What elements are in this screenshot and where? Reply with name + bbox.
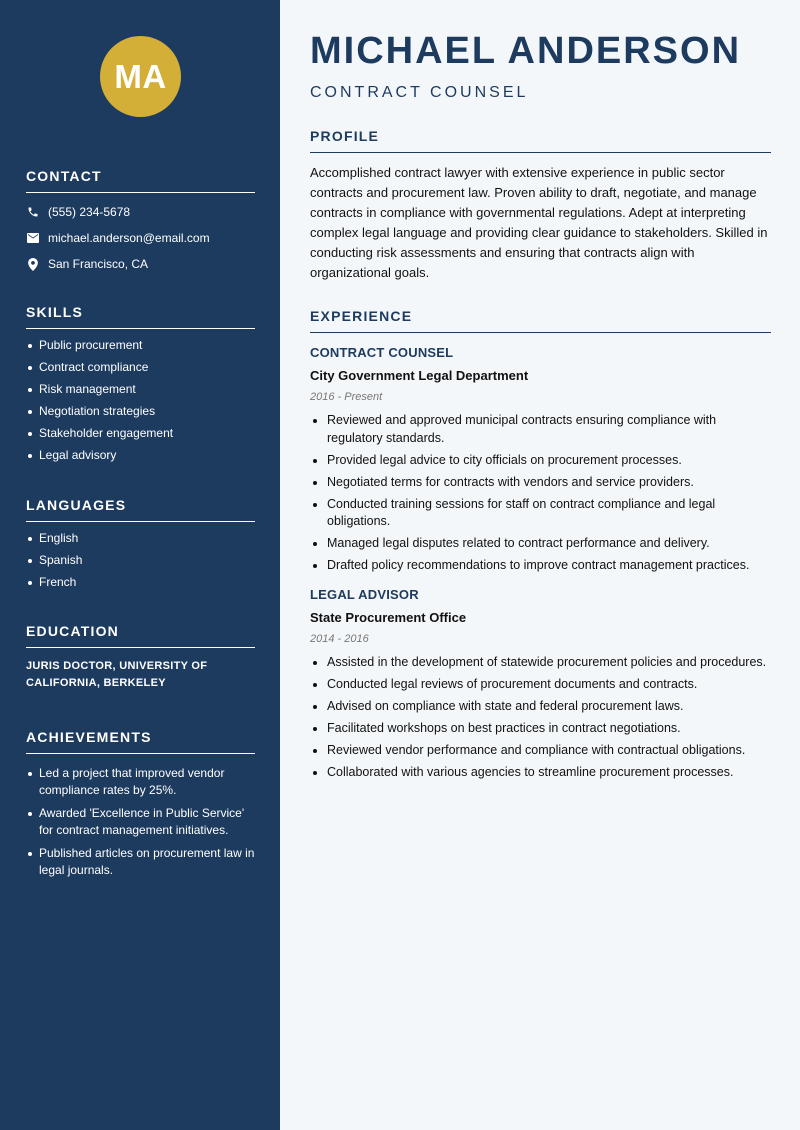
education-degree: JURIS DOCTOR, UNIVERSITY OF CALIFORNIA, BERKELEY — [26, 660, 208, 689]
contact-email[interactable] — [26, 225, 255, 251]
profile-section — [310, 128, 771, 283]
envelope-icon — [26, 232, 39, 245]
experience-section — [310, 308, 771, 786]
duty-item: Negotiated terms for contracts with vendors and service providers. — [310, 474, 771, 492]
achievements-heading: ACHIEVEMENTS — [26, 729, 255, 754]
duty-item: Collaborated with various agencies to streamline procurement processes. — [310, 764, 771, 782]
profile-text: Accomplished contract lawyer with extensive experience in public sector contracts and procurement law. Proven ability to draft, negotiate, and manage contracts in compliance with governmental regulations. Adept at interpreting complex legal language and providing clear guidance to stakeholders. Skilled in conducting risk assessments and ensuring that contracts align with organizational goals. — [310, 165, 768, 280]
job-duties — [310, 412, 771, 575]
job-organization: State Procurement Office — [310, 609, 467, 625]
phone-text: (555) 234-5678 — [48, 205, 131, 219]
skills-section — [26, 304, 255, 469]
duty-item: Assisted in the development of statewide procurement policies and procedures. — [310, 654, 771, 672]
duty-item: Managed legal disputes related to contract performance and delivery. — [310, 535, 771, 553]
phone-icon — [26, 206, 39, 219]
skill-item: Risk management — [26, 381, 255, 398]
skills-heading: SKILLS — [26, 304, 255, 329]
job-duties — [310, 654, 771, 782]
language-item: Spanish — [26, 552, 255, 569]
duty-item: Provided legal advice to city officials on procurement processes. — [310, 452, 771, 470]
duty-item: Conducted legal reviews of procurement documents and contracts. — [310, 676, 771, 694]
job-organization: City Government Legal Department — [310, 368, 529, 383]
achievements-list — [26, 765, 255, 879]
email-text: michael.anderson@email.com — [48, 231, 210, 245]
skill-item: Contract compliance — [26, 359, 255, 376]
contact-heading: CONTACT — [26, 168, 255, 193]
duty-item: Conducted training sessions for staff on contract compliance and legal obligations. — [310, 496, 771, 531]
job-dates: 2016 - Present — [310, 391, 383, 403]
contact-location — [26, 251, 255, 277]
duty-item: Reviewed and approved municipal contracts ensuring compliance with regulatory standards. — [310, 412, 771, 447]
achievement-item: Led a project that improved vendor compliance rates by 25%. — [26, 765, 255, 799]
skill-item: Negotiation strategies — [26, 403, 255, 420]
duty-item: Drafted policy recommendations to improve contract management practices. — [310, 557, 771, 575]
duty-item: Advised on compliance with state and federal procurement laws. — [310, 698, 771, 716]
skill-item: Public procurement — [26, 337, 255, 354]
language-item: English — [26, 530, 255, 547]
duty-item: Reviewed vendor performance and compliance with contractual obligations. — [310, 742, 771, 760]
languages-section — [26, 497, 255, 596]
profile-heading: PROFILE — [310, 128, 771, 153]
candidate-role: CONTRACT COUNSEL — [310, 84, 529, 101]
sidebar — [0, 0, 280, 1130]
candidate-name: MICHAEL ANDERSON — [310, 30, 742, 72]
job-title: CONTRACT COUNSEL — [310, 345, 454, 360]
achievement-item: Awarded 'Excellence in Public Service' for contract management initiatives. — [26, 805, 255, 839]
education-heading: EDUCATION — [26, 623, 255, 648]
job-dates: 2014 - 2016 — [310, 632, 369, 645]
education-section — [26, 623, 255, 692]
contact-phone[interactable] — [26, 199, 255, 225]
experience-heading: EXPERIENCE — [310, 308, 771, 333]
languages-heading: LANGUAGES — [26, 497, 255, 522]
skills-list — [26, 337, 255, 464]
location-text: San Francisco, CA — [48, 257, 149, 271]
achievement-item: Published articles on procurement law in legal journals. — [26, 845, 255, 879]
achievements-section — [26, 729, 255, 885]
languages-list — [26, 530, 255, 591]
location-pin-icon — [26, 258, 39, 271]
avatar: MA — [100, 36, 181, 117]
duty-item: Facilitated workshops on best practices in contract negotiations. — [310, 720, 771, 738]
job-title: LEGAL ADVISOR — [310, 586, 419, 602]
job-entry — [310, 345, 771, 575]
skill-item: Stakeholder engagement — [26, 425, 255, 442]
contact-section — [26, 168, 255, 277]
language-item: French — [26, 574, 255, 591]
job-entry — [310, 587, 771, 782]
skill-item: Legal advisory — [26, 447, 255, 464]
